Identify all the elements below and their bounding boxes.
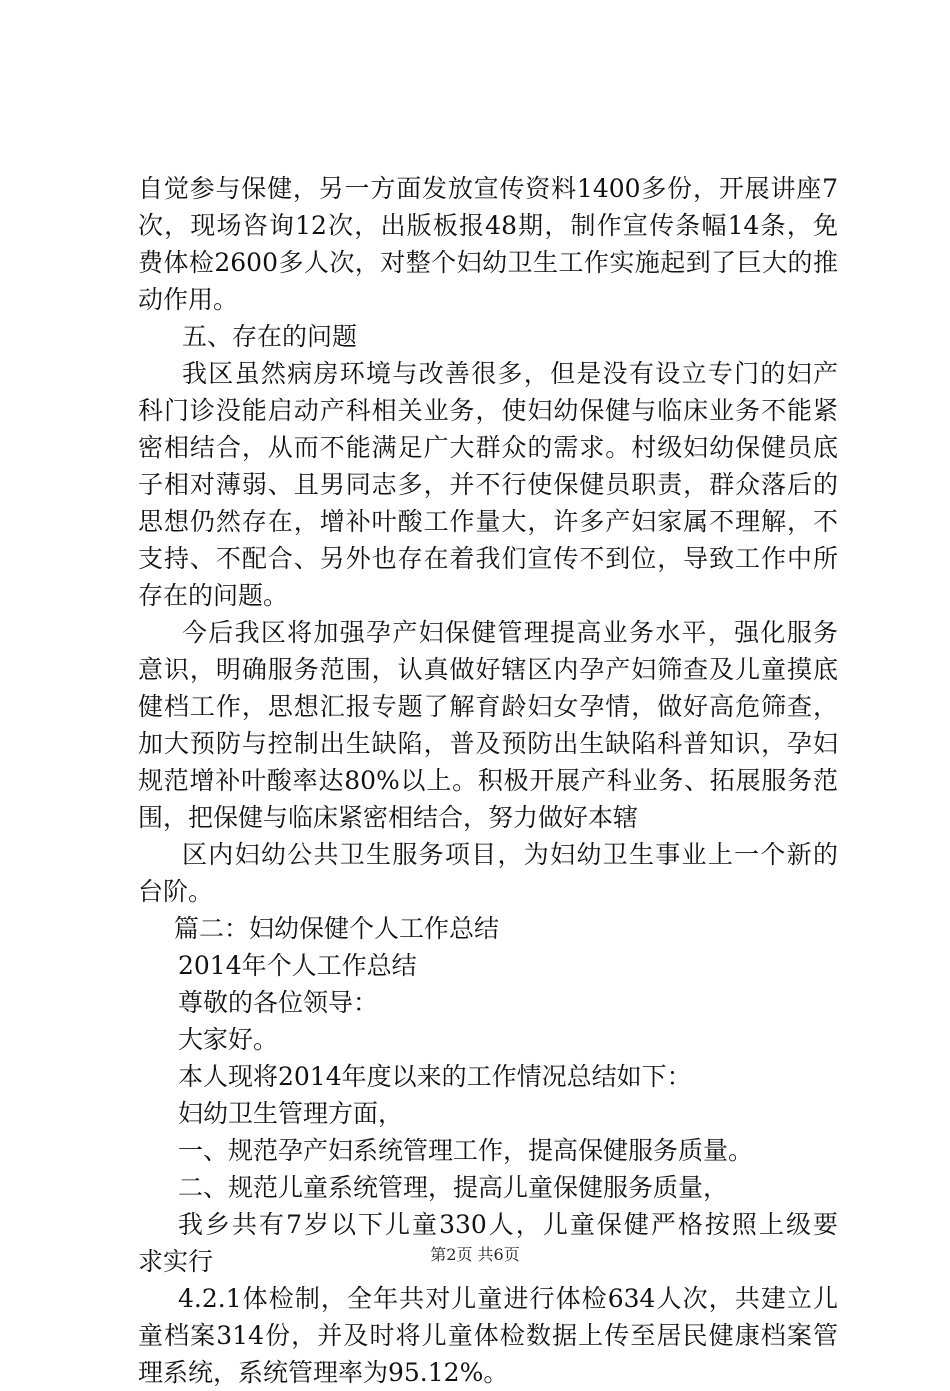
text-line: 一、规范孕产妇系统管理工作，提高保健服务质量。 xyxy=(178,1136,754,1165)
text-line: 支持、不配合、另外也存在着我们宣传不到位，导致工作中所 xyxy=(138,544,838,573)
text-line: 意识，明确服务范围，认真做好辖区内孕产妇筛查及儿童摸底 xyxy=(138,655,838,684)
text-line: 求实行 xyxy=(138,1247,214,1276)
text-line: 区内妇幼公共卫生服务项目，为妇幼卫生事业上一个新的 xyxy=(182,840,838,869)
text-line: 动作用。 xyxy=(138,285,239,314)
text-line: 费体检2600多人次，对整个妇幼卫生工作实施起到了巨大的推 xyxy=(138,248,838,277)
text-line: 今后我区将加强孕产妇保健管理提高业务水平，强化服务 xyxy=(182,618,838,647)
text-line: 子相对薄弱、且男同志多，并不行使保健员职责，群众落后的 xyxy=(138,470,838,499)
text-line: 规范增补叶酸率达80%以上。积极开展产科业务、拓展服务范 xyxy=(138,766,838,795)
text-line: 围，把保健与临床紧密相结合，努力做好本辖 xyxy=(138,803,639,832)
text-line: 二、规范儿童系统管理，提高儿童保健服务质量， xyxy=(178,1173,729,1202)
document-title: 2014年个人工作总结 xyxy=(178,951,417,980)
section-heading: 篇二：妇幼保健个人工作总结 xyxy=(174,914,500,943)
greeting: 大家好。 xyxy=(178,1025,279,1054)
text-line: 4.2.1体检制，全年共对儿童进行体检634人次，共建立儿 xyxy=(178,1284,838,1313)
document-body xyxy=(138,170,838,1391)
text-line: 童档案314份，并及时将儿童体检数据上传至居民健康档案管 xyxy=(138,1321,838,1350)
page-number-footer: 第2页 共6页 xyxy=(430,1245,520,1264)
text-line: 妇幼卫生管理方面， xyxy=(178,1099,404,1128)
text-line: 科门诊没能启动产科相关业务，使妇幼保健与临床业务不能紧 xyxy=(138,396,838,425)
text-line: 健档工作，思想汇报专题了解育龄妇女孕情，做好高危筛查， xyxy=(138,692,838,721)
text-line: 加大预防与控制出生缺陷，普及预防出生缺陷科普知识，孕妇 xyxy=(138,729,838,758)
text-line: 密相结合，从而不能满足广大群众的需求。村级妇幼保健员底 xyxy=(138,433,838,462)
text-line: 本人现将2014年度以来的工作情况总结如下： xyxy=(178,1062,692,1091)
text-line: 自觉参与保健，另一方面发放宣传资料1400多份，开展讲座7 xyxy=(138,174,838,203)
text-line: 我区虽然病房环境与改善很多，但是没有设立专门的妇产 xyxy=(182,359,838,388)
text-line: 理系统，系统管理率为95.12%。 xyxy=(138,1358,509,1387)
text-line: 台阶。 xyxy=(138,877,214,906)
text-line: 存在的问题。 xyxy=(138,581,289,610)
text-line: 我乡共有7岁以下儿童330人，儿童保健严格按照上级要 xyxy=(178,1210,838,1239)
text-line: 思想仍然存在，增补叶酸工作量大，许多产妇家属不理解，不 xyxy=(138,507,838,536)
section-heading: 五、存在的问题 xyxy=(182,322,358,351)
text-line: 次，现场咨询12次，出版板报48期，制作宣传条幅14条，免 xyxy=(138,211,838,240)
salutation: 尊敬的各位领导： xyxy=(178,988,379,1017)
